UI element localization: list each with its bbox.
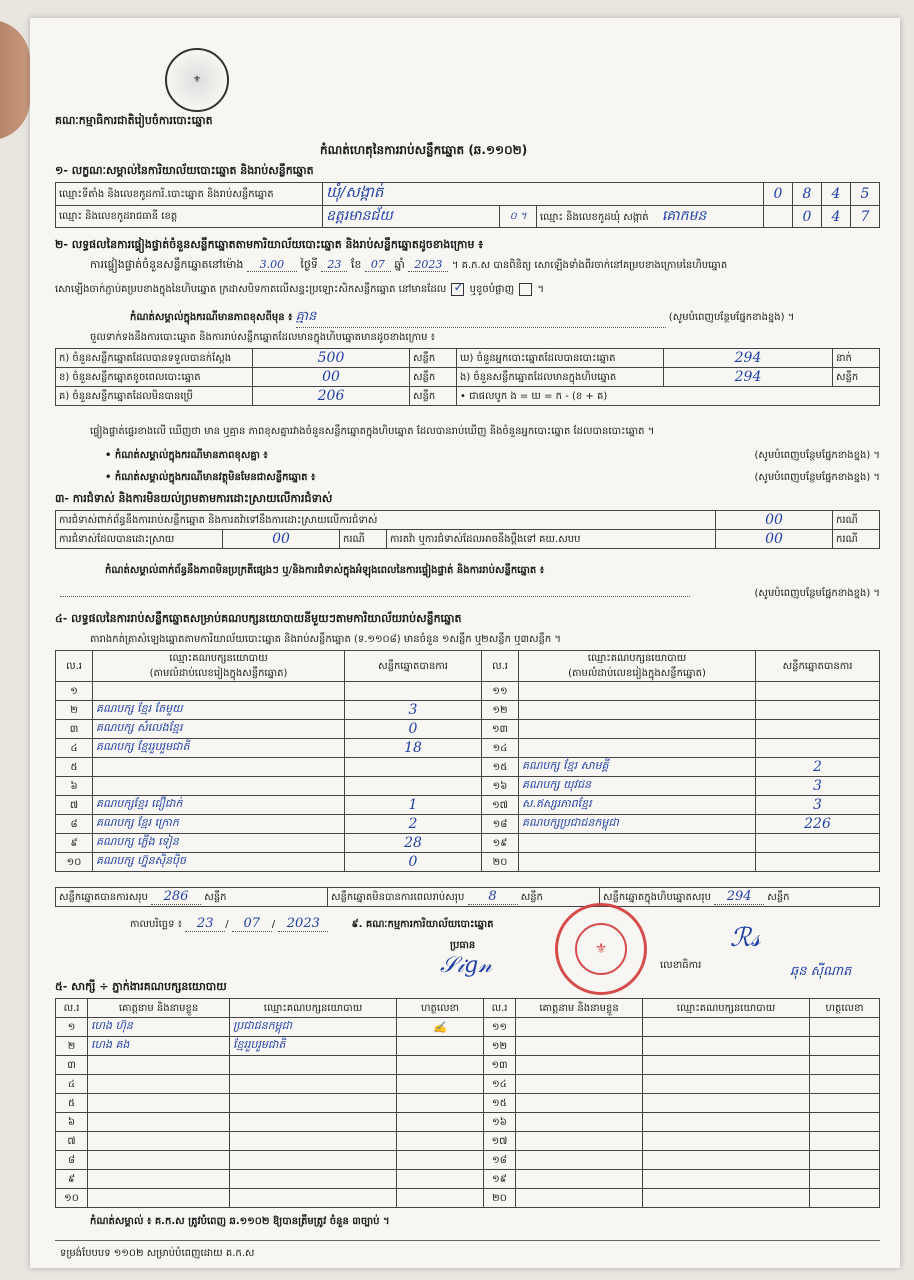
col-party-right-title: ឈ្មោះគណបក្សនយោបាយ [587, 653, 687, 664]
unused-value: 206 [253, 387, 410, 406]
party-no: ២០ [482, 853, 519, 872]
party-no: ១១ [482, 682, 519, 701]
witness-name: ហេង ហ៊ុន [88, 1018, 230, 1037]
table-row [56, 739, 880, 758]
party-votes [345, 682, 482, 701]
party-name: គណបក្សប្រជាជនកម្ពុជា [519, 815, 756, 834]
president-signature-icon: 𝒮𝒾𝑔𝓃 [440, 953, 492, 978]
party-name [93, 682, 345, 701]
total-box-unit: សន្លឹក [767, 892, 790, 903]
in-box-unit: សន្លឹក [833, 368, 880, 387]
witness-name [88, 1189, 230, 1208]
col-party-left-sub: (តាមលំដាប់លេខរៀងក្នុងសន្លឹកឆ្នោត) [149, 668, 288, 679]
party-no: ៩ [56, 834, 93, 853]
table-row [56, 796, 880, 815]
seal-text: សោឡើងចាក់ភ្ជាប់គម្របខាងក្នុងនៃហិបឆ្នោត ក្រដាសបិទកាតលើសន្ទះប្រឡោះសិកសន្លឹកឆ្នោត នៅមានដែល [55, 284, 447, 295]
form-reference: ទម្រង់បែបបទ ១១០២ សម្រាប់បំពេញដោយ គ.ក.ស [60, 1248, 255, 1259]
witness-no: ៨ [56, 1151, 88, 1170]
witness-signature [397, 1151, 484, 1170]
verification-time: 3.00 [247, 258, 297, 272]
party-name: គណបក្ស ខ្មែរ សាមគ្គី [519, 758, 756, 777]
table-row [56, 1094, 880, 1113]
location-code-3: 4 [822, 183, 851, 206]
witness-party [643, 1189, 810, 1208]
date-line: កាលបរិច្ឆេទ ៖ 23 / 07 / 2023 ៩. គណៈកម្មការការិយាល័យបោះឆ្នោត [130, 916, 494, 931]
party-name: គណបក្ស ហ្វ៊ុនស៊ិនប៉ិច [93, 853, 345, 872]
party-no: ៥ [56, 758, 93, 777]
form-title: កំណត់ហេតុនៃការរាប់សន្លឹកឆ្នោត (ឆ.១១០២) [320, 143, 528, 157]
bullet-foreign-object: • កំណត់សម្គាល់ក្នុងករណីមានវត្ថុមិនមែនជាសន្លឹកឆ្នោត ៖ [105, 472, 316, 483]
party-votes [756, 720, 880, 739]
party-votes: 18 [345, 739, 482, 758]
party-votes: 28 [345, 834, 482, 853]
unused-label: គ) ចំនួនសន្លឹកឆ្នោតដែលមិនបានប្រើ [56, 387, 253, 406]
witness-no: ១ [56, 1018, 88, 1037]
witness-name [88, 1113, 230, 1132]
table-row [56, 1056, 880, 1075]
year-label: ឆ្នាំ [394, 258, 405, 271]
commune-code-2: 4 [822, 206, 851, 228]
commune-value: គោកមន [661, 208, 707, 224]
committee-name: គណៈកម្មាធិការជាតិរៀបចំការបោះឆ្នោត [55, 114, 213, 127]
objection-value: 00 [716, 511, 833, 530]
fill-hint-c: (សូមបំពេញបន្ថែមផ្នែកខាងខ្នង) ។ [754, 588, 880, 599]
witness-signature [397, 1056, 484, 1075]
witness-no: ១៣ [484, 1056, 516, 1075]
witness-no: ៧ [56, 1132, 88, 1151]
witness-no: ២ [56, 1037, 88, 1056]
voters-value: 294 [664, 349, 833, 368]
month-label: ខែ [350, 258, 362, 271]
verification-text-b: ។ គ.ក.ស បានពិនិត្យ សោឡើងទាំងពីរចាក់នៅគម្របខាងក្រោមនៃហិបឆ្នោត [451, 260, 728, 271]
witness-name [88, 1151, 230, 1170]
witness-signature [810, 1151, 880, 1170]
party-no: ១៨ [482, 815, 519, 834]
section5-title: ៥- សាក្សី ÷ ភ្នាក់ងារគណបក្សនយោបាយ [55, 980, 227, 993]
witness-name: ហេង គង [88, 1037, 230, 1056]
party-votes [756, 682, 880, 701]
party-name [93, 777, 345, 796]
witness-no: ១៤ [484, 1075, 516, 1094]
party-no: ១៤ [482, 739, 519, 758]
party-votes [756, 834, 880, 853]
witness-no: ១០ [56, 1189, 88, 1208]
w-col-party-right: ឈ្មោះគណបក្សនយោបាយ [643, 999, 810, 1018]
objection-table [55, 510, 880, 549]
secretary-name: ឆុន ស៊ីណាត [790, 964, 852, 979]
party-name: គណបក្ស ខ្មែររួបរួមជាតិ [93, 739, 345, 758]
commune-cell [537, 206, 764, 228]
witness-name [88, 1132, 230, 1151]
table-row [56, 1170, 880, 1189]
table-row [56, 777, 880, 796]
party-votes [345, 777, 482, 796]
party-votes: 2 [345, 815, 482, 834]
witness-name [516, 1094, 643, 1113]
witness-no: ៩ [56, 1170, 88, 1189]
thumb [0, 20, 30, 140]
witness-no: ១៦ [484, 1113, 516, 1132]
party-name [93, 758, 345, 777]
witness-signature [397, 1189, 484, 1208]
witness-signature [397, 1170, 484, 1189]
witness-name [516, 1132, 643, 1151]
objection-unit: ករណី [833, 511, 880, 530]
seal-broken-checkbox[interactable] [519, 283, 532, 296]
commission-label: ៩. គណៈកម្មការការិយាល័យបោះឆ្នោត [351, 919, 494, 930]
party-no: ៤ [56, 739, 93, 758]
difference-note [130, 308, 890, 328]
witness-party [230, 1132, 397, 1151]
total-valid-value: 286 [151, 889, 201, 905]
unused-unit: សន្លឹក [410, 387, 457, 406]
province-label: ឈ្មោះ និងលេខកូដរាជធានី ខេត្ត [56, 206, 323, 228]
seal-text-b: ឬខូចបំផ្លាញ [469, 284, 515, 295]
party-votes [756, 701, 880, 720]
witness-no: ១៩ [484, 1170, 516, 1189]
party-votes: 3 [756, 796, 880, 815]
table-row [56, 815, 880, 834]
table-row [56, 834, 880, 853]
party-no: ២ [56, 701, 93, 720]
party-no: ១ [56, 682, 93, 701]
spoiled-label: ខ) ចំនួនសន្លឹកឆ្នោតខូចពេលបោះឆ្នោត [56, 368, 253, 387]
objection-label: ការជំទាស់ពាក់ព័ន្ធនឹងការរាប់សន្លឹកឆ្នោត និងការតវ៉ាទៅនឹងការដោះស្រាយលើការជំទាស់ [56, 511, 716, 530]
table-row [56, 1132, 880, 1151]
witness-party [643, 1018, 810, 1037]
section4-title: ៤- លទ្ធផលនៃការរាប់សន្លឹកឆ្នោតសម្រាប់គណបក្សនយោបាយនីមួយៗតាមការិយាល័យរាប់សន្លឹកឆ្នោត [55, 612, 462, 625]
party-no: ១៩ [482, 834, 519, 853]
total-box-label: សន្លឹកឆ្នោតក្នុងហិបឆ្នោតសរុប [603, 892, 711, 903]
party-name: គណបក្ស ខ្មែរ តែមួយ [93, 701, 345, 720]
party-name [519, 682, 756, 701]
witness-signature [397, 1094, 484, 1113]
witness-no: ១២ [484, 1037, 516, 1056]
witness-name [88, 1094, 230, 1113]
table-row [56, 1189, 880, 1208]
bullet-difference: • កំណត់សម្គាល់ក្នុងករណីមានភាពខុសគ្នា ៖ [105, 450, 268, 461]
witness-party [643, 1151, 810, 1170]
party-votes: 226 [756, 815, 880, 834]
witness-party [643, 1113, 810, 1132]
witness-name [516, 1151, 643, 1170]
party-name: គណបក្ស ភ្លើង ទៀន [93, 834, 345, 853]
received-unit: សន្លឹក [410, 349, 457, 368]
party-name: គណបក្សខ្មែរ ជឿជាក់ [93, 796, 345, 815]
witness-party [643, 1132, 810, 1151]
in-box-value: 294 [664, 368, 833, 387]
total-invalid-value: 8 [468, 889, 518, 905]
commune-code-blank [764, 206, 793, 228]
party-votes: 3 [756, 777, 880, 796]
ballot-count-table [55, 348, 880, 406]
verification-line [90, 258, 890, 274]
commune-code-1: 0 [793, 206, 822, 228]
verification-year: 2023 [408, 258, 448, 272]
day-label: ថ្ងៃទី [300, 258, 318, 271]
witness-signature [810, 1189, 880, 1208]
table-row [56, 1018, 880, 1037]
totals-table [55, 887, 880, 907]
resolved-label: ការជំទាស់ដែលបានដោះស្រាយ [56, 530, 223, 549]
w-col-sign-right: ហត្ថលេខា [810, 999, 880, 1018]
witness-signature [810, 1113, 880, 1132]
party-votes [756, 853, 880, 872]
witness-name [516, 1075, 643, 1094]
verification-month: 07 [365, 258, 391, 272]
results-table [55, 650, 880, 872]
spoiled-unit: សន្លឹក [410, 368, 457, 387]
appeal-unit: ករណី [833, 530, 880, 549]
location-code-4: 5 [851, 183, 880, 206]
irregularity-note: កំណត់សម្គាល់ពាក់ព័ន្ធនឹងភាពមិនប្រក្រតីផ្សេងៗ ឬ/និងការជំទាស់ក្នុងអំឡុងពេលនៃការផ្ទៀងផ្ទាត់ និងការរាប់សន្លឹកឆ្នោត ៖ [105, 565, 545, 576]
witness-no: ២០ [484, 1189, 516, 1208]
total-box-value: 294 [714, 889, 764, 905]
witness-signature [810, 1132, 880, 1151]
col-votes-left: សន្លឹកឆ្នោតបានការ [345, 651, 482, 682]
section1-title: ១- លក្ខណៈសម្គាល់នៃការិយាល័យបោះឆ្នោត និងរាប់សន្លឹកឆ្នោត [55, 164, 314, 177]
appeal-label: ការតវ៉ា ឬការជំទាស់ដែលអាចនឹងប្តឹងទៅ គឃ.សបប [387, 530, 716, 549]
location-value: ឃុំ/សង្កាត់ [323, 183, 764, 206]
tally-sheet-text: តារាងកត់ត្រាសំឡេងឆ្នោតតាមការិយាល័យបោះឆ្នោត និងរាប់សន្លឹកឆ្នោត (ទ.១១០៨) មានចំនួន ១សន្លឹក ឬ២សន្លឹក ឬ៣សន្លឹក ។ [90, 634, 562, 645]
party-no: ១៣ [482, 720, 519, 739]
witness-signature: ✍ [397, 1018, 484, 1037]
w-col-sign-left: ហត្ថលេខា [397, 999, 484, 1018]
emblem-icon: ⚜ [165, 48, 229, 112]
party-no: ៧ [56, 796, 93, 815]
total-valid-cell [56, 888, 328, 907]
fill-hint-b: (សូមបំពេញបន្ថែមផ្នែកខាងខ្នង) ។ [754, 472, 880, 483]
section3-title: ៣- ការជំទាស់ និងការមិនយល់ព្រមតាមការដោះស្រាយលើការជំទាស់ [55, 492, 333, 505]
witness-name [88, 1056, 230, 1075]
witness-signature [810, 1170, 880, 1189]
party-name [519, 720, 756, 739]
party-no: ១៥ [482, 758, 519, 777]
witness-party [643, 1094, 810, 1113]
witness-name [88, 1075, 230, 1094]
discrepancy-check: ផ្ទៀងផ្ទាត់ផ្ទេរខាងលើ ឃើញថា មាន ឬគ្មាន ភាពខុសគ្នារវាងចំនួនសន្លឹកឆ្នោតក្នុងហិបឆ្នោត ដែលបានរាប់ឃើញ និងចំនួនអ្នកបោះឆ្នោត ដែលបានបោះឆ្នោត ។ [90, 426, 655, 437]
witness-name [516, 1170, 643, 1189]
tally-sheet-line [90, 632, 561, 647]
date-year: 2023 [278, 916, 328, 932]
witness-signature [810, 1075, 880, 1094]
party-no: ១៧ [482, 796, 519, 815]
province-value: ឧត្តរមានជ័យ [323, 206, 500, 228]
party-votes: 0 [345, 853, 482, 872]
document-page [30, 18, 900, 1268]
witness-name [516, 1037, 643, 1056]
voters-unit: នាក់ [833, 349, 880, 368]
results-body [56, 682, 880, 872]
party-no: ១៦ [482, 777, 519, 796]
party-no: ៦ [56, 777, 93, 796]
witness-no: ៣ [56, 1056, 88, 1075]
spoiled-value: 00 [253, 368, 410, 387]
party-no: ១២ [482, 701, 519, 720]
col-party-left [93, 651, 345, 682]
secretary-label: លេខាធិការ [660, 960, 702, 971]
secretary-signature-icon: ℛ𝓈 [730, 923, 761, 953]
witness-party [230, 1094, 397, 1113]
witness-no: ១៧ [484, 1132, 516, 1151]
witness-no: ១៥ [484, 1094, 516, 1113]
witness-party: ខ្មែររួបរួមជាតិ [230, 1037, 397, 1056]
witness-body [56, 1018, 880, 1208]
party-votes: 1 [345, 796, 482, 815]
witness-name [516, 1018, 643, 1037]
col-no-left: ល.រ [56, 651, 93, 682]
w-col-no-right: ល.រ [484, 999, 516, 1018]
seal-line: សោឡើងចាក់ភ្ជាប់គម្របខាងក្នុងនៃហិបឆ្នោត ក្រដាសបិទកាតលើសន្ទះប្រឡោះសិកសន្លឹកឆ្នោត នៅមានដែល ✓ ឬខូចបំផ្លាញ ។ [55, 282, 544, 297]
party-votes [345, 758, 482, 777]
witness-no: ១១ [484, 1018, 516, 1037]
w-col-party-left: ឈ្មោះគណបក្សនយោបាយ [230, 999, 397, 1018]
party-votes [756, 739, 880, 758]
witness-signature [397, 1113, 484, 1132]
witness-name [516, 1056, 643, 1075]
party-votes: 3 [345, 701, 482, 720]
witness-signature [810, 1056, 880, 1075]
difference-note-value: គ្មាន [296, 308, 666, 328]
party-name: ស.ឥស្សរភាពខ្មែរ [519, 796, 756, 815]
witness-name [516, 1113, 643, 1132]
col-party-left-title: ឈ្មោះគណបក្សនយោបាយ [169, 653, 268, 664]
table-row [56, 682, 880, 701]
witness-no: ៦ [56, 1113, 88, 1132]
location-code-1: 0 [764, 183, 793, 206]
section1-table [55, 182, 880, 228]
footer-note: កំណត់សម្គាល់ ៖ គ.ក.ស ត្រូវបំពេញ ឆ.១១០២ ឱ្យបានត្រឹមត្រូវ ចំនួន ៣ច្បាប់ ។ [90, 1216, 390, 1227]
col-no-right: ល.រ [482, 651, 519, 682]
received-value: 500 [253, 349, 410, 368]
party-name [519, 834, 756, 853]
witness-party [643, 1075, 810, 1094]
witness-party [230, 1056, 397, 1075]
party-name [519, 853, 756, 872]
witness-party [230, 1151, 397, 1170]
witness-party [230, 1189, 397, 1208]
witness-name [516, 1189, 643, 1208]
location-code-2: 8 [793, 183, 822, 206]
president-label: ប្រធាន [450, 940, 476, 951]
seal-intact-checkbox[interactable] [451, 283, 464, 296]
verification-text: ការផ្ទៀងផ្ទាត់ចំនួនសន្លឹកឆ្នោតនៅម៉ោង [90, 258, 244, 271]
total-valid-unit: សន្លឹក [204, 892, 227, 903]
party-no: ៨ [56, 815, 93, 834]
witness-table [55, 998, 880, 1208]
in-box-label: ង) ចំនួនសន្លឹកឆ្នោតដែលមានក្នុងហិបឆ្នោត [457, 368, 664, 387]
witness-signature [810, 1018, 880, 1037]
witness-party [230, 1170, 397, 1189]
total-invalid-unit: សន្លឹក [520, 892, 543, 903]
w-col-name-right: គោត្តនាម និងនាមខ្លួន [516, 999, 643, 1018]
col-party-right [519, 651, 756, 682]
appeal-value: 00 [716, 530, 833, 549]
party-no: ៣ [56, 720, 93, 739]
verification-day: 23 [321, 258, 347, 272]
table-row [56, 758, 880, 777]
table-row [56, 1113, 880, 1132]
witness-signature [810, 1037, 880, 1056]
irregularity-line [60, 596, 690, 597]
witness-no: ១៨ [484, 1151, 516, 1170]
w-col-no-left: ល.រ [56, 999, 88, 1018]
resolved-value: 00 [223, 530, 340, 549]
date-day: 23 [185, 916, 225, 932]
party-name: គណបក្ស យុវជន [519, 777, 756, 796]
difference-note-label: កំណត់សម្គាល់ក្នុងករណីមានភាពខុសពីមុន ៖ [130, 312, 293, 323]
received-label: ក) ចំនួនសន្លឹកឆ្នោតដែលបានទទួលបានក់ស្តែង [56, 349, 253, 368]
table-row [56, 1151, 880, 1170]
table-row [56, 1075, 880, 1094]
total-box-cell [600, 888, 880, 907]
fill-hint: (សូមបំពេញបន្ថែមផ្នែកខាងខ្នង) ។ [668, 312, 795, 323]
party-name [519, 701, 756, 720]
ballot-info-line: ចួលទាក់ទងនឹងការបោះឆ្នោត និងការរាប់សន្លឹកឆ្នោតដែលមានក្នុងហិបឆ្នោតមានដូចខាងក្រោម ៖ [90, 332, 436, 343]
witness-party [643, 1170, 810, 1189]
party-no: ១០ [56, 853, 93, 872]
witness-name [88, 1170, 230, 1189]
witness-party [643, 1056, 810, 1075]
total-valid-label: សន្លឹកឆ្នោតបានការសរុប [59, 892, 148, 903]
date-month: 07 [232, 916, 272, 932]
footer-divider [55, 1240, 880, 1241]
location-label: ឈ្មោះទីតាំង និងលេខកូដការិ.បោះឆ្នោត និងរាប់សន្លឹកឆ្នោត [56, 183, 323, 206]
witness-signature [397, 1075, 484, 1094]
party-votes: 2 [756, 758, 880, 777]
voters-label: ឃ) ចំនួនអ្នកបោះឆ្នោតដែលបានបោះឆ្នោត [457, 349, 664, 368]
party-name: គណបក្ស សំលេងខ្មែរ [93, 720, 345, 739]
col-votes-right: សន្លឹកឆ្នោតបានការ [756, 651, 880, 682]
table-row [56, 720, 880, 739]
total-invalid-label: សន្លឹកឆ្នោតមិនបានការពេលរាប់សរុប [331, 892, 465, 903]
table-row [56, 853, 880, 872]
date-label: កាលបរិច្ឆេទ ៖ [130, 919, 183, 930]
party-name: គណបក្ស ខ្មែរ ក្រោក [93, 815, 345, 834]
resolved-unit: ករណី [340, 530, 387, 549]
witness-signature [397, 1037, 484, 1056]
table-row [56, 701, 880, 720]
sum-formula: • ជាផលបូក ង = ឃ = ក - (ខ + គ) [457, 387, 880, 406]
party-votes: 0 [345, 720, 482, 739]
commune-label: ឈ្មោះ និងលេខកូដឃុំ សង្កាត់ [540, 212, 649, 223]
section2-title: ២- លទ្ធផលនៃការផ្ទៀងផ្ទាត់ចំនួនសន្លឹកឆ្នោតតាមការិយាល័យបោះឆ្នោត និងរាប់សន្លឹកឆ្នោតដូចខាងក្រោម ៖ [55, 238, 484, 251]
witness-no: ៥ [56, 1094, 88, 1113]
witness-no: ៤ [56, 1075, 88, 1094]
witness-party [643, 1037, 810, 1056]
witness-party: ប្រជាជនកម្ពុជា [230, 1018, 397, 1037]
witness-party [230, 1113, 397, 1132]
party-name [519, 739, 756, 758]
witness-signature [810, 1094, 880, 1113]
province-code: ០ ។ [500, 206, 537, 228]
col-party-right-sub: (តាមលំដាប់លេខរៀងក្នុងសន្លឹកឆ្នោត) [568, 668, 706, 679]
commune-code-3: 7 [851, 206, 880, 228]
total-invalid-cell [328, 888, 600, 907]
table-row [56, 1037, 880, 1056]
official-seal-icon: ⚜ [555, 903, 647, 995]
witness-signature [397, 1132, 484, 1151]
fill-hint-a: (សូមបំពេញបន្ថែមផ្នែកខាងខ្នង) ។ [754, 450, 880, 461]
w-col-name-left: គោត្តនាម និងនាមខ្លួន [88, 999, 230, 1018]
witness-party [230, 1075, 397, 1094]
